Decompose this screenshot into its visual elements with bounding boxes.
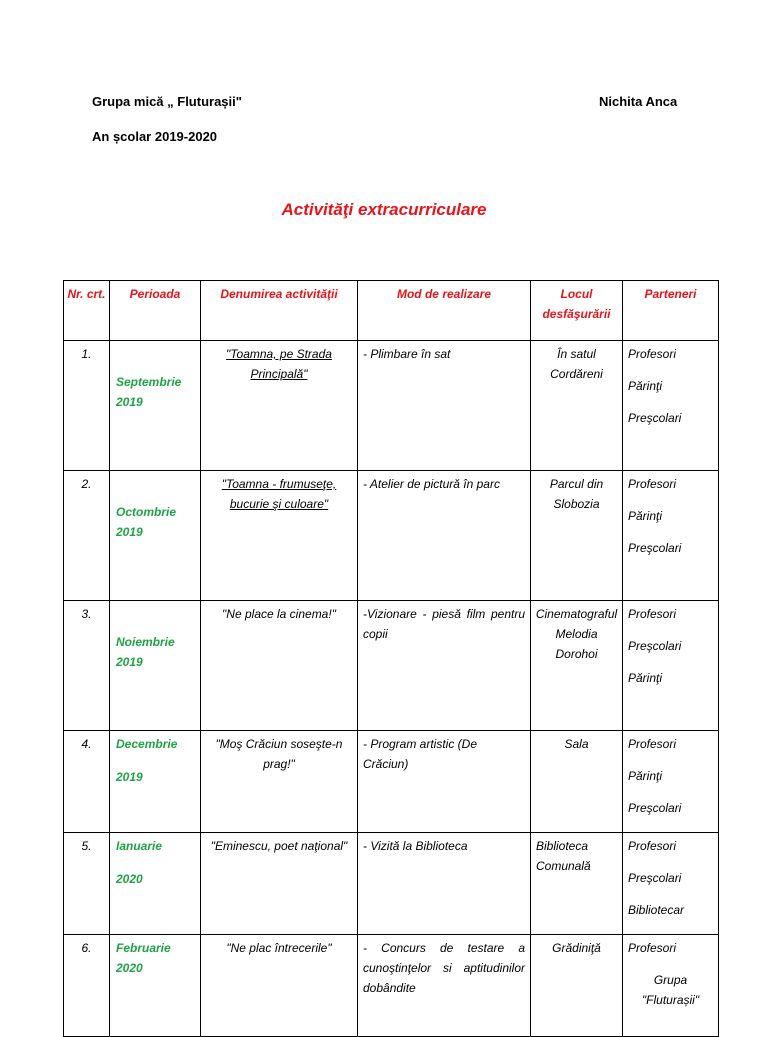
table-row [64, 471, 719, 601]
partner: Părinţi [628, 671, 663, 685]
period-month: Septembrie [116, 375, 182, 389]
cell-nr: 6. [64, 935, 110, 1037]
partner: Preşcolari [628, 411, 682, 425]
partner: Bibliotecar [628, 903, 685, 917]
cell-perioada [110, 935, 201, 1037]
activities-table [63, 280, 719, 1037]
partner: Preşcolari [628, 541, 682, 555]
partner: Profesori [628, 347, 677, 361]
cell-perioada [110, 601, 201, 731]
activity-name: "Eminescu, poet naţional" [210, 839, 348, 853]
cell-loc: Cinematograful Melodia Dorohoi [531, 601, 623, 731]
partner: Părinţi [628, 379, 663, 393]
cell-loc: Grădiniţă [531, 935, 623, 1037]
cell-perioada [110, 731, 201, 833]
group-name: Grupa mică „ Fluturașii" [92, 94, 242, 109]
cell-mod: - Plimbare în sat [358, 341, 531, 471]
table-row [64, 833, 719, 935]
partner: Părinţi [628, 509, 663, 523]
partner: Profesori [628, 839, 677, 853]
period-year: 2019 [116, 395, 143, 409]
cell-loc: Sala [531, 731, 623, 833]
period-year: 2020 [116, 872, 143, 886]
partner: Profesori [628, 941, 677, 955]
cell-parteneri [623, 471, 719, 601]
activity-name: "Ne plac întrecerile" [226, 941, 332, 955]
cell-denumire [201, 601, 358, 731]
cell-perioada [110, 341, 201, 471]
cell-loc: În satul Cordăreni [531, 341, 623, 471]
cell-denumire [201, 935, 358, 1037]
activity-name: "Moş Crăciun soseşte-n prag!" [215, 737, 343, 771]
activity-name: "Toamna, pe Strada Principală" [226, 347, 332, 381]
header-denumire: Denumirea activităţii [201, 281, 358, 341]
table-row [64, 601, 719, 731]
cell-parteneri [623, 601, 719, 731]
cell-loc: Biblioteca Comunală [531, 833, 623, 935]
period-month: Noiembrie [116, 635, 175, 649]
table-row [64, 935, 719, 1037]
header-parteneri: Parteneri [623, 281, 719, 341]
cell-denumire [201, 341, 358, 471]
document-title: Activităţi extracurriculare [281, 200, 487, 219]
activity-name: "Toamna - frumuseţe, bucurie şi culoare" [221, 477, 337, 511]
partner: Grupa "Fluturașii" [641, 973, 700, 1007]
table-row [64, 341, 719, 471]
cell-nr: 2. [64, 471, 110, 601]
partner: Profesori [628, 737, 677, 751]
cell-parteneri [623, 833, 719, 935]
header-perioada: Perioada [110, 281, 201, 341]
table-header-row [64, 281, 719, 341]
period-year: 2020 [116, 961, 143, 975]
cell-mod: - Concurs de testare a cunoştinţelor si aptitudinilor dobândite [358, 935, 531, 1037]
partner: Profesori [628, 477, 677, 491]
cell-mod: -Vizionare - piesă film pentru copii [358, 601, 531, 731]
cell-denumire [201, 731, 358, 833]
period-year: 2019 [116, 525, 143, 539]
partner: Părinţi [628, 769, 663, 783]
period-month: Februarie [116, 941, 171, 955]
cell-parteneri [623, 731, 719, 833]
partner: Preşcolari [628, 639, 682, 653]
partner: Preşcolari [628, 871, 682, 885]
cell-nr: 3. [64, 601, 110, 731]
header-mod: Mod de realizare [358, 281, 531, 341]
period-month: Octombrie [116, 505, 177, 519]
cell-mod: - Vizită la Biblioteca [358, 833, 531, 935]
cell-perioada [110, 471, 201, 601]
header-nr: Nr. crt. [64, 281, 110, 341]
cell-nr: 5. [64, 833, 110, 935]
school-year: An școlar 2019-2020 [92, 129, 218, 144]
cell-mod: - Atelier de pictură în parc [358, 471, 531, 601]
cell-parteneri [623, 341, 719, 471]
cell-perioada [110, 833, 201, 935]
cell-denumire [201, 833, 358, 935]
cell-loc: Parcul din Slobozia [531, 471, 623, 601]
period-month: Ianuarie [116, 839, 163, 853]
partner: Preşcolari [628, 801, 682, 815]
activity-name: "Ne place la cinema!" [222, 607, 336, 621]
cell-nr: 4. [64, 731, 110, 833]
period-year: 2019 [116, 655, 143, 669]
author-name: Nichita Anca [599, 94, 678, 109]
cell-nr: 1. [64, 341, 110, 471]
cell-mod: - Program artistic (De Crăciun) [358, 731, 531, 833]
period-month: Decembrie [116, 737, 178, 751]
table-row [64, 731, 719, 833]
cell-denumire [201, 471, 358, 601]
period-year: 2019 [116, 770, 143, 784]
partner: Profesori [628, 607, 677, 621]
header-loc: Locul desfăşurării [531, 281, 623, 341]
cell-parteneri [623, 935, 719, 1037]
